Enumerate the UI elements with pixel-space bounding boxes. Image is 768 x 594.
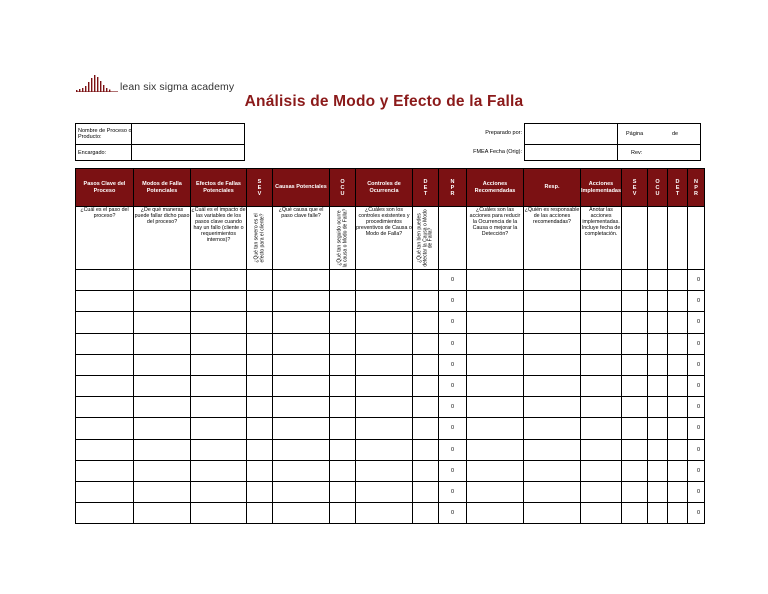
data-rows [76, 270, 705, 524]
table-cell[interactable] [467, 439, 524, 460]
table-cell[interactable] [76, 481, 134, 502]
table-cell[interactable] [524, 460, 581, 481]
table-cell[interactable] [524, 418, 581, 439]
table-cell[interactable] [668, 397, 688, 418]
table-cell[interactable] [668, 481, 688, 502]
question-text-det: ¿Qué tan bien puedes detectar la Causa o Modo de Falla? [416, 209, 434, 267]
question-cell: ¿Qué causa que el paso clave falle? [273, 207, 330, 270]
table-cell[interactable] [134, 354, 191, 375]
table-cell[interactable] [273, 418, 330, 439]
table-cell[interactable] [622, 375, 648, 396]
table-cell[interactable] [134, 333, 191, 354]
table-cell[interactable] [330, 481, 356, 502]
table-cell[interactable] [413, 397, 439, 418]
npr2-cell: 0 [688, 439, 705, 460]
table-cell[interactable] [76, 312, 134, 333]
col-header: Acciones Implementadas [581, 169, 622, 207]
col-header-det2: D E T [668, 169, 688, 207]
table-cell[interactable] [330, 291, 356, 312]
npr-cell: 0 [439, 460, 467, 481]
col-header: Modos de Falla Potenciales [134, 169, 191, 207]
table-cell[interactable] [247, 270, 273, 291]
npr2-cell: 0 [688, 460, 705, 481]
owner-label: Encargado: [78, 150, 107, 156]
table-cell[interactable] [76, 503, 134, 524]
table-cell[interactable] [191, 503, 247, 524]
npr2-cell: 0 [688, 503, 705, 524]
table-cell[interactable] [330, 439, 356, 460]
table-cell[interactable] [413, 291, 439, 312]
table-cell[interactable] [648, 418, 668, 439]
table-cell[interactable] [191, 312, 247, 333]
table-cell[interactable] [273, 354, 330, 375]
col-header: Efectos de Fallas Potenciales [191, 169, 247, 207]
table-cell[interactable] [76, 291, 134, 312]
table-cell[interactable] [247, 460, 273, 481]
process-label-cell [75, 123, 132, 145]
process-label: Nombre de Proceso o Producto: [78, 128, 132, 140]
table-cell[interactable] [134, 312, 191, 333]
col-header-ocu2: O C U [648, 169, 668, 207]
table-cell[interactable] [247, 291, 273, 312]
npr2-cell: 0 [688, 418, 705, 439]
table-cell[interactable] [76, 375, 134, 396]
table-row [76, 397, 705, 418]
table-cell[interactable] [648, 481, 668, 502]
table-cell[interactable] [622, 270, 648, 291]
logo [76, 74, 234, 92]
table-cell[interactable] [273, 312, 330, 333]
table-cell[interactable] [273, 439, 330, 460]
npr2-cell: 0 [688, 270, 705, 291]
col-header-sev2: S E V [622, 169, 648, 207]
npr-cell: 0 [439, 397, 467, 418]
of-label: de [672, 131, 679, 137]
table-cell[interactable] [273, 333, 330, 354]
npr2-cell: 0 [688, 397, 705, 418]
table-cell[interactable] [413, 503, 439, 524]
table-cell[interactable] [191, 418, 247, 439]
logo-text: lean six sigma academy [120, 81, 235, 93]
col-header-npr2: N P R [688, 169, 705, 207]
table-cell[interactable] [622, 481, 648, 502]
npr2-cell: 0 [688, 375, 705, 396]
col-header: Acciones Recomendadas [467, 169, 524, 207]
table-cell[interactable] [622, 418, 648, 439]
table-cell[interactable] [524, 291, 581, 312]
table-cell[interactable] [467, 312, 524, 333]
table-cell[interactable] [134, 439, 191, 460]
process-field[interactable] [131, 123, 245, 145]
npr-cell: 0 [439, 333, 467, 354]
table-cell[interactable] [648, 333, 668, 354]
table-cell[interactable] [247, 503, 273, 524]
table-cell[interactable] [467, 481, 524, 502]
table-cell[interactable] [273, 481, 330, 502]
table-cell[interactable] [413, 375, 439, 396]
table-cell[interactable] [467, 397, 524, 418]
table-cell[interactable] [134, 418, 191, 439]
prepared-label: Preparado por: [485, 130, 522, 136]
question-cell [439, 207, 467, 270]
table-cell[interactable] [191, 291, 247, 312]
table-cell[interactable] [413, 354, 439, 375]
table-cell[interactable] [330, 312, 356, 333]
table-cell[interactable] [581, 418, 622, 439]
question-cell: ¿Cuáles son los controles existentes y procedimientos preventivos de Causa o Modo de Falla? [356, 207, 413, 270]
info-header [75, 123, 701, 161]
npr2-cell: 0 [688, 312, 705, 333]
table-cell[interactable] [524, 333, 581, 354]
bar-chart-logo-icon [76, 74, 118, 92]
table-cell[interactable] [247, 312, 273, 333]
rev-field[interactable] [617, 144, 701, 161]
table-cell[interactable] [273, 270, 330, 291]
table-cell[interactable] [356, 375, 413, 396]
table-cell[interactable] [356, 439, 413, 460]
table-row [76, 291, 705, 312]
table-cell[interactable] [247, 481, 273, 502]
table-cell[interactable] [581, 439, 622, 460]
table-cell[interactable] [247, 397, 273, 418]
table-cell[interactable] [356, 333, 413, 354]
table-cell[interactable] [191, 439, 247, 460]
col-header: Resp. [524, 169, 581, 207]
question-cell-ocu [330, 207, 356, 270]
table-cell[interactable] [191, 333, 247, 354]
table-cell[interactable] [356, 481, 413, 502]
col-header: Controles de Ocurrencia [356, 169, 413, 207]
table-cell[interactable] [134, 270, 191, 291]
col-header-npr: N P R [439, 169, 467, 207]
page-field[interactable] [617, 123, 701, 145]
question-cell [688, 207, 705, 270]
question-text-sev: ¿Qué tan severo es el efecto para el cliente? [252, 213, 265, 263]
table-row [76, 439, 705, 460]
table-cell[interactable] [356, 503, 413, 524]
table-cell[interactable] [581, 481, 622, 502]
table-cell[interactable] [330, 270, 356, 291]
table-cell[interactable] [134, 375, 191, 396]
table-row [76, 460, 705, 481]
table-cell[interactable] [581, 460, 622, 481]
table-cell[interactable] [622, 312, 648, 333]
table-cell[interactable] [622, 354, 648, 375]
table-row [76, 375, 705, 396]
table-cell[interactable] [467, 503, 524, 524]
fmea-table [75, 168, 705, 524]
table-cell[interactable] [581, 312, 622, 333]
table-cell[interactable] [581, 354, 622, 375]
question-cell: ¿Cuál es el paso del proceso? [76, 207, 134, 270]
table-cell[interactable] [648, 397, 668, 418]
question-text-ocu: ¿Qué tan seguido ocurre la causa o Modo de Falla? [335, 208, 348, 268]
table-cell[interactable] [356, 291, 413, 312]
table-cell[interactable] [76, 439, 134, 460]
table-cell[interactable] [413, 439, 439, 460]
table-row [76, 354, 705, 375]
table-cell[interactable] [581, 291, 622, 312]
table-cell[interactable] [648, 354, 668, 375]
owner-field[interactable] [131, 144, 245, 161]
table-cell[interactable] [76, 333, 134, 354]
table-cell[interactable] [273, 397, 330, 418]
table-cell[interactable] [668, 354, 688, 375]
table-cell[interactable] [524, 375, 581, 396]
table-cell[interactable] [356, 460, 413, 481]
question-cell: ¿De qué maneras puede fallar dicho paso del proceso? [134, 207, 191, 270]
table-cell[interactable] [76, 418, 134, 439]
npr-cell: 0 [439, 503, 467, 524]
table-cell[interactable] [76, 460, 134, 481]
table-cell[interactable] [524, 312, 581, 333]
table-row [76, 418, 705, 439]
table-cell[interactable] [524, 270, 581, 291]
header-row [76, 169, 705, 207]
table-cell[interactable] [247, 418, 273, 439]
table-cell[interactable] [247, 375, 273, 396]
table-cell[interactable] [413, 333, 439, 354]
table-cell[interactable] [622, 503, 648, 524]
table-cell[interactable] [413, 481, 439, 502]
question-cell [648, 207, 668, 270]
table-cell[interactable] [648, 291, 668, 312]
table-row [76, 481, 705, 502]
table-cell[interactable] [648, 439, 668, 460]
npr-cell: 0 [439, 270, 467, 291]
npr-cell: 0 [439, 418, 467, 439]
table-cell[interactable] [330, 503, 356, 524]
table-cell[interactable] [273, 460, 330, 481]
table-cell[interactable] [134, 503, 191, 524]
table-cell[interactable] [191, 460, 247, 481]
table-cell[interactable] [273, 503, 330, 524]
table-cell[interactable] [668, 270, 688, 291]
table-cell[interactable] [668, 503, 688, 524]
table-cell[interactable] [467, 375, 524, 396]
npr-cell: 0 [439, 312, 467, 333]
table-cell[interactable] [191, 375, 247, 396]
table-cell[interactable] [622, 397, 648, 418]
table-cell[interactable] [622, 333, 648, 354]
question-cell: ¿Cuál es el impacto de las variables de los pasos clave cuando hay un fallo (cliente o requerimientos internos)? [191, 207, 247, 270]
table-cell[interactable] [247, 439, 273, 460]
npr-cell: 0 [439, 439, 467, 460]
table-cell[interactable] [622, 291, 648, 312]
table-cell[interactable] [330, 397, 356, 418]
page-label: Página [626, 131, 644, 137]
table-cell[interactable] [356, 397, 413, 418]
npr2-cell: 0 [688, 354, 705, 375]
table-cell[interactable] [134, 291, 191, 312]
fmea-date-field[interactable] [524, 144, 618, 161]
table-cell[interactable] [668, 439, 688, 460]
table-cell[interactable] [668, 460, 688, 481]
table-cell[interactable] [134, 397, 191, 418]
table-cell[interactable] [581, 503, 622, 524]
table-cell[interactable] [668, 291, 688, 312]
npr2-cell: 0 [688, 291, 705, 312]
table-cell[interactable] [191, 397, 247, 418]
table-cell[interactable] [247, 333, 273, 354]
table-cell[interactable] [581, 333, 622, 354]
table-cell[interactable] [524, 397, 581, 418]
table-cell[interactable] [668, 375, 688, 396]
table-cell[interactable] [76, 354, 134, 375]
table-cell[interactable] [273, 291, 330, 312]
table-cell[interactable] [467, 333, 524, 354]
table-cell[interactable] [330, 333, 356, 354]
table-cell[interactable] [247, 354, 273, 375]
table-row [76, 312, 705, 333]
table-cell[interactable] [356, 312, 413, 333]
npr2-cell: 0 [688, 333, 705, 354]
question-cell: ¿Cuáles son las acciones para reducir la Ocurrencia de la Causa o mejorar la Detección? [467, 207, 524, 270]
npr-cell: 0 [439, 375, 467, 396]
table-cell[interactable] [622, 439, 648, 460]
table-cell[interactable] [467, 460, 524, 481]
table-cell[interactable] [356, 354, 413, 375]
table-cell[interactable] [524, 481, 581, 502]
question-cell-sev [247, 207, 273, 270]
table-cell[interactable] [356, 418, 413, 439]
npr-cell: 0 [439, 354, 467, 375]
table-cell[interactable] [413, 418, 439, 439]
question-cell [668, 207, 688, 270]
table-cell[interactable] [330, 375, 356, 396]
table-cell[interactable] [668, 312, 688, 333]
table-cell[interactable] [76, 270, 134, 291]
table-cell[interactable] [413, 270, 439, 291]
table-cell[interactable] [648, 460, 668, 481]
col-header-det: D E T [413, 169, 439, 207]
table-cell[interactable] [467, 354, 524, 375]
table-cell[interactable] [330, 418, 356, 439]
table-cell[interactable] [524, 503, 581, 524]
table-row [76, 270, 705, 291]
fmea-date-label: FMEA Fecha (Orig): [473, 149, 522, 155]
table-cell[interactable] [622, 460, 648, 481]
table-cell[interactable] [524, 354, 581, 375]
table-cell[interactable] [330, 354, 356, 375]
table-cell[interactable] [76, 397, 134, 418]
prepared-field[interactable] [524, 123, 618, 145]
page-title: Análisis de Modo y Efecto de la Falla [244, 93, 524, 110]
table-cell[interactable] [413, 460, 439, 481]
col-header-sev: S E V [247, 169, 273, 207]
table-cell[interactable] [467, 291, 524, 312]
col-header: Causas Potenciales [273, 169, 330, 207]
table-cell[interactable] [581, 397, 622, 418]
table-cell[interactable] [668, 418, 688, 439]
npr-cell: 0 [439, 481, 467, 502]
table-row [76, 333, 705, 354]
table-row [76, 503, 705, 524]
col-header: Pasos Clave del Proceso [76, 169, 134, 207]
table-cell[interactable] [191, 481, 247, 502]
npr-cell: 0 [439, 291, 467, 312]
owner-label-cell [75, 144, 132, 161]
table-cell[interactable] [648, 503, 668, 524]
question-cell [622, 207, 648, 270]
question-row [76, 207, 705, 270]
table-cell[interactable] [524, 439, 581, 460]
question-cell: ¿Quién es responsable de las acciones recomendadas? [524, 207, 581, 270]
table-cell[interactable] [191, 354, 247, 375]
table-cell[interactable] [668, 333, 688, 354]
npr2-cell: 0 [688, 481, 705, 502]
question-cell: Anotar las acciones implementadas. Incluye fecha de completación. [581, 207, 622, 270]
table-cell[interactable] [648, 312, 668, 333]
table-cell[interactable] [134, 481, 191, 502]
col-header-ocu: O C U [330, 169, 356, 207]
table-cell[interactable] [581, 270, 622, 291]
table-cell[interactable] [330, 460, 356, 481]
table-cell[interactable] [413, 312, 439, 333]
table-cell[interactable] [191, 270, 247, 291]
table-cell[interactable] [134, 460, 191, 481]
table-cell[interactable] [467, 270, 524, 291]
table-cell[interactable] [581, 375, 622, 396]
table-cell[interactable] [273, 375, 330, 396]
rev-label: Rev: [631, 150, 643, 156]
table-cell[interactable] [648, 270, 668, 291]
table-cell[interactable] [356, 270, 413, 291]
question-cell-det [413, 207, 439, 270]
table-cell[interactable] [648, 375, 668, 396]
table-cell[interactable] [467, 418, 524, 439]
